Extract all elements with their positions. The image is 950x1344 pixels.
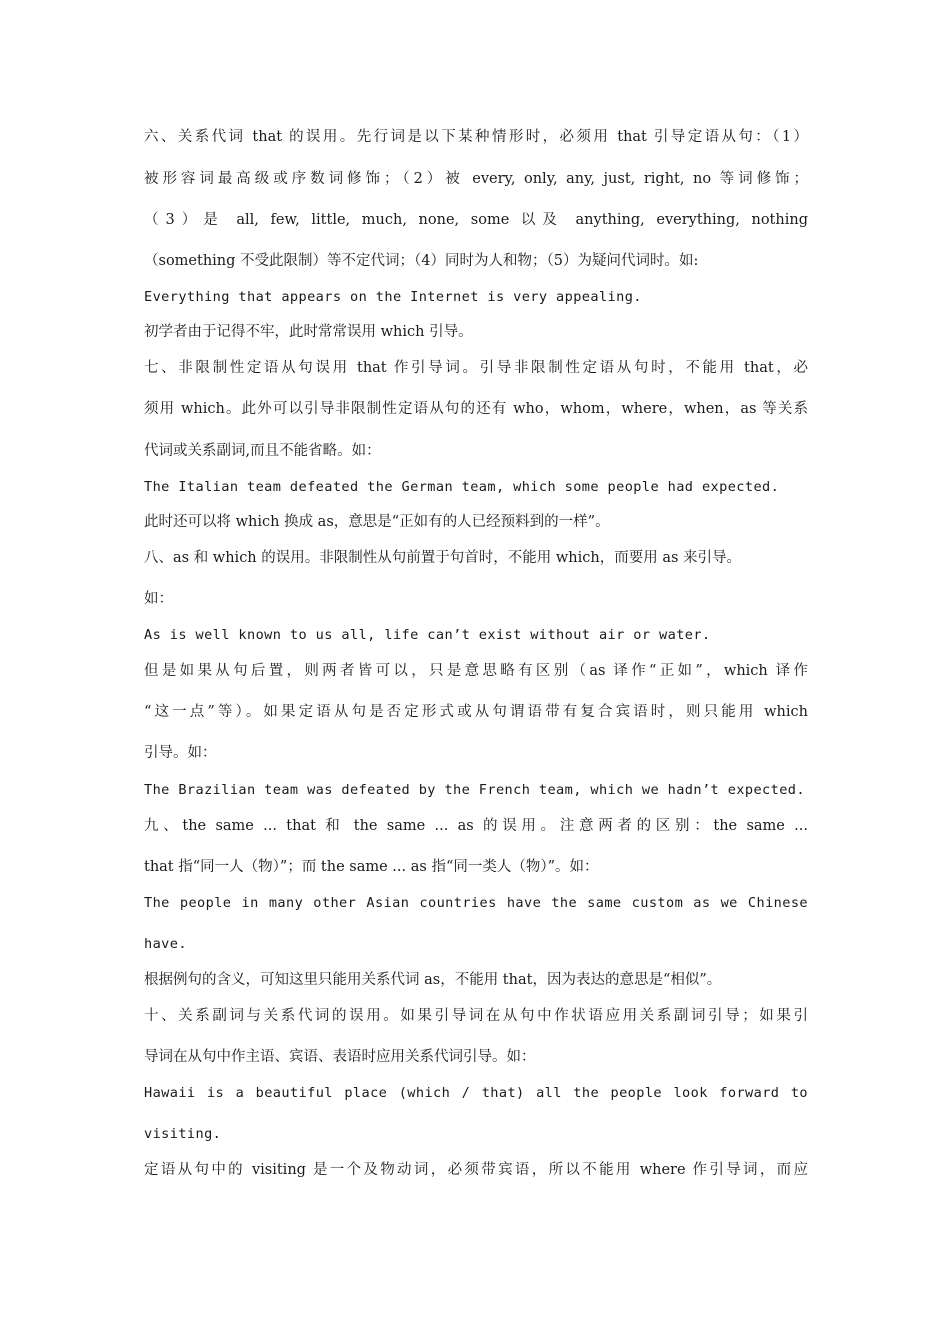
text-line: 引导。如： bbox=[144, 745, 217, 761]
text-line: 但是如果从句后置，则两者皆可以，只是意思略有区别（as 译作“正如”，which 译作 bbox=[144, 663, 808, 679]
example-sentence: visiting. bbox=[144, 1126, 222, 1142]
text-line: 定语从句中的 visiting 是一个及物动词，必须带宾语，所以不能用 where 作引导词，而应 bbox=[144, 1162, 808, 1178]
text-line: （something 不受此限制）等不定代词；（4）同时为人和物；（5）为疑问代词时。如: bbox=[144, 253, 699, 269]
example-sentence: The people in many other Asian countries have the same custom as we Chinese bbox=[144, 895, 808, 911]
text-line: 十、关系副词与关系代词的误用。如果引导词在从句中作状语应用关系副词引导；如果引 bbox=[144, 1008, 808, 1024]
text-line: 如： bbox=[144, 591, 173, 607]
text-line: 导词在从句中作主语、宾语、表语时应用关系代词引导。如： bbox=[144, 1049, 536, 1065]
text-line: 九、the same ... that 和 the same ... as 的误用。注意两者的区别：the same ... bbox=[144, 818, 808, 834]
text-line: 初学者由于记得不牢，此时常常误用 which 引导。 bbox=[144, 324, 473, 340]
text-line: 根据例句的含义，可知这里只能用关系代词 as，不能用 that，因为表达的意思是“相似”。 bbox=[144, 972, 722, 988]
text-line: 此时还可以将 which 换成 as，意思是“正如有的人已经预料到的一样”。 bbox=[144, 514, 610, 530]
example-sentence: The Italian team defeated the German team, which some people had expected. bbox=[144, 479, 780, 495]
example-sentence: have. bbox=[144, 936, 187, 952]
example-sentence: The Brazilian team was defeated by the French team, which we hadn’t expected. bbox=[144, 782, 805, 798]
example-sentence: As is well known to us all, life can’t exist without air or water. bbox=[144, 627, 711, 643]
text-line: 八、as 和 which 的误用。非限制性从句前置于句首时，不能用 which，而要用 as 来引导。 bbox=[144, 550, 742, 566]
example-sentence: Hawaii is a beautiful place (which / that) all the people look forward to bbox=[144, 1085, 808, 1101]
text-line: 被形容词最高级或序数词修饰；（2）被 every, only, any, just, right, no 等词修饰； bbox=[144, 171, 808, 187]
text-line: that 指“同一人（物）”；而 the same ... as 指“同一类人（物）”。如： bbox=[144, 859, 599, 875]
text-line: 须用 which。此外可以引导非限制性定语从句的还有 who，whom，where，when，as 等关系 bbox=[144, 401, 808, 417]
text-line: “这一点”等）。如果定语从句是否定形式或从句谓语带有复合宾语时，则只能用 which bbox=[144, 704, 808, 720]
example-sentence: Everything that appears on the Internet is very appealing. bbox=[144, 289, 642, 305]
text-line: 七、非限制性定语从句误用 that 作引导词。引导非限制性定语从句时，不能用 that，必 bbox=[144, 360, 808, 376]
text-line: 代词或关系副词,而且不能省略。如： bbox=[144, 443, 381, 459]
text-line: （3）是 all, few, little, much, none, some 以及 anything, everything, nothing bbox=[144, 212, 808, 228]
text-line: 六、关系代词 that 的误用。先行词是以下某种情形时，必须用 that 引导定语从句：（1） bbox=[144, 129, 808, 145]
